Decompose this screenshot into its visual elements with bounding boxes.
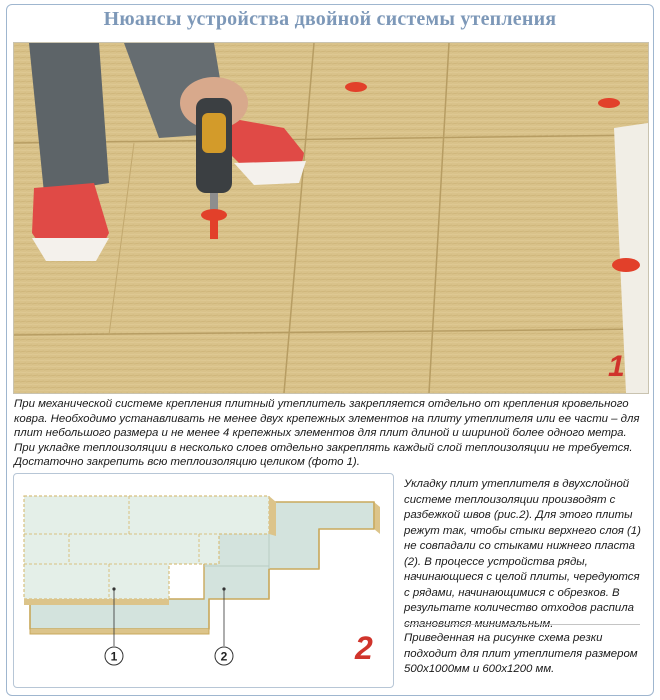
side-paragraph-layering: Укладку плит утеплителя в двухслойной системе теплоизоляции производят с разбежкой швов (рис.2). Для этого плиты режут так, чтобы стыки верхнего слоя (1) не совпадали со стыками нижнего пласта (2). В процессе устройства ряды, начинающиеся с целой плиты, чередуются с рядами, начинающимися с обрезков. В результате количество отходов распила становится минимальным. <box>404 478 641 630</box>
drill-photo-icon <box>14 43 648 393</box>
text-divider <box>404 624 640 625</box>
side-paragraph-sizes: Приведенная на рисунке схема резки подходит для плит утеплителя размером 500х1000мм и 600х1200 мм. <box>404 632 638 675</box>
main-paragraph: При механической системе крепления плитный утеплитель закрепляется отдельно от крепления кровельного ковра. Необходимо устанавливать не менее двух крепежных элементов на плиту утеплителя или ее части – для плит небольшого размера и не менее 4 крепежных элементов для плит длиной и шириной более одного метра. При укладке теплоизоляции в несколько слоев отдельно закреплять каждый слой теплоизоляции не требуется. Достаточно закрепить всю теплоизоляцию целиком (фото 1). <box>14 398 640 468</box>
page-title: Нюансы устройства двойной системы утепления <box>103 8 557 30</box>
figure-number-1: 1 <box>608 350 625 383</box>
diagram-panel <box>13 473 394 688</box>
figure-number-2: 2 <box>355 630 373 666</box>
photo-drilling-insulation <box>13 42 649 394</box>
layer-offset-diagram <box>14 474 393 687</box>
label-top-layer: 1 <box>110 649 118 664</box>
label-bottom-layer: 2 <box>220 649 228 664</box>
